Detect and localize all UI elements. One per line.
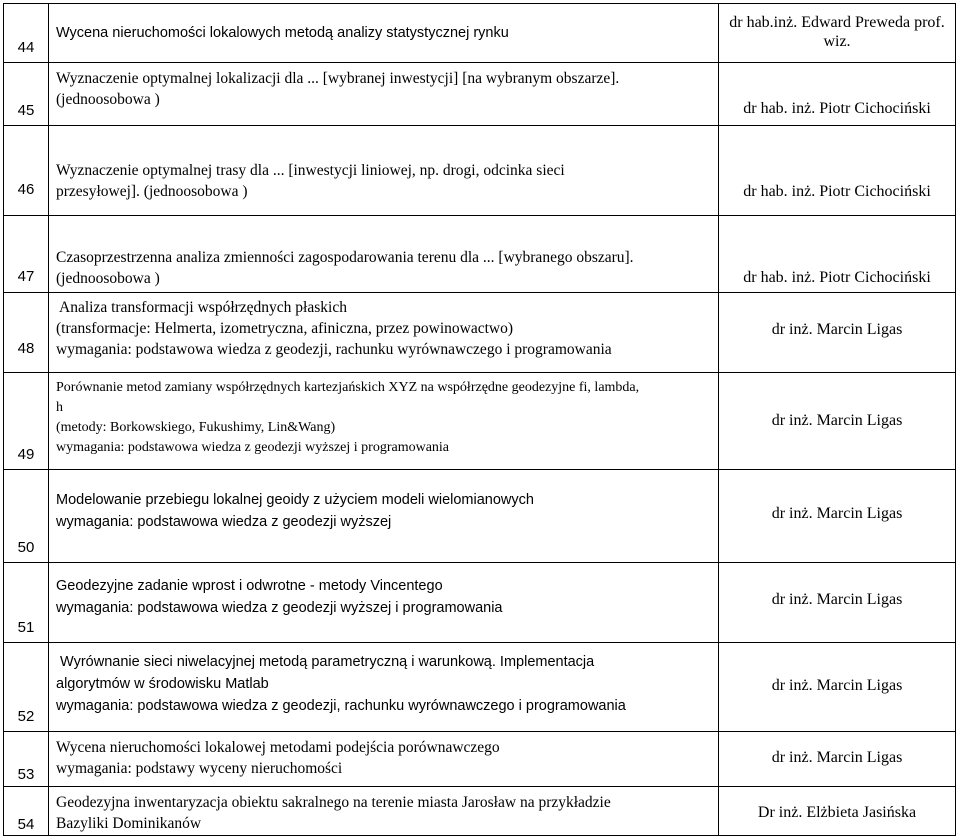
row-number: 53 bbox=[17, 766, 35, 783]
supervisor-cell bbox=[719, 470, 956, 562]
supervisor-line: dr inż. Marcin Ligas bbox=[771, 412, 903, 429]
topic-line: (metody: Borkowskiego, Fukushimy, Lin&Wang) bbox=[56, 420, 336, 435]
supervisor-cell bbox=[719, 643, 956, 731]
table-row bbox=[3, 216, 956, 293]
supervisor-line: dr inż. Marcin Ligas bbox=[771, 677, 903, 694]
supervisor-line: dr hab. inż. Piotr Cichociński bbox=[743, 269, 931, 286]
supervisor-cell bbox=[719, 216, 956, 292]
row-number: 50 bbox=[17, 539, 35, 556]
topic-line: wymagania: podstawowa wiedza z geodezji wyższej bbox=[56, 514, 392, 530]
topic-line: wymagania: podstawowa wiedza z geodezji, rachunku wyrównawczego i programowania bbox=[56, 698, 626, 714]
topic-line: wymagania: podstawowa wiedza z geodezji wyższej i programowania bbox=[56, 440, 450, 455]
topic-line: Wyznaczenie optymalnej lokalizacji dla ... [wybranej inwestycji] [na wybranym obszarze]. bbox=[56, 70, 620, 87]
supervisor-cell bbox=[719, 4, 956, 62]
row-number: 48 bbox=[17, 340, 35, 357]
table-row bbox=[3, 787, 956, 836]
supervisor-cell bbox=[719, 732, 956, 786]
supervisor-line: dr inż. Marcin Ligas bbox=[771, 505, 903, 522]
topic-line: Czasoprzestrzenna analiza zmienności zagospodarowania terenu dla ... [wybranego obszaru]. bbox=[56, 249, 634, 266]
row-number: 49 bbox=[17, 446, 35, 463]
topic-line: Bazyliki Dominikanów bbox=[56, 815, 202, 832]
topic-line: wymagania: podstawowa wiedza z geodezji, rachunku wyrównawczego i programowania bbox=[56, 341, 612, 358]
row-number: 51 bbox=[17, 619, 35, 636]
topic-cell bbox=[49, 563, 719, 642]
supervisor-line: Dr inż. Elżbieta Jasińska bbox=[757, 804, 917, 821]
row-number-cell bbox=[3, 643, 49, 731]
topic-cell bbox=[49, 643, 719, 731]
table-row bbox=[3, 470, 956, 563]
thesis-topics-table bbox=[3, 3, 956, 836]
supervisor-line: dr inż. Marcin Ligas bbox=[771, 591, 903, 608]
row-number: 52 bbox=[17, 708, 35, 725]
row-number: 54 bbox=[17, 816, 35, 833]
topic-line: wymagania: podstawy wyceny nieruchomości bbox=[56, 760, 343, 777]
topic-line: Wycena nieruchomości lokalowych metodą analizy statystycznej rynku bbox=[56, 25, 509, 41]
row-number: 44 bbox=[17, 39, 35, 56]
table-row bbox=[3, 732, 956, 787]
table-row bbox=[3, 293, 956, 373]
supervisor-cell bbox=[719, 126, 956, 215]
supervisor-line: dr hab. inż. Piotr Cichociński bbox=[743, 100, 931, 117]
topic-line: wymagania: podstawowa wiedza z geodezji wyższej i programowania bbox=[56, 600, 503, 616]
row-number-cell bbox=[3, 216, 49, 292]
topic-line: przesyłowej]. (jednoosobowa ) bbox=[56, 183, 248, 200]
topic-cell bbox=[49, 4, 719, 62]
row-number: 46 bbox=[17, 181, 35, 198]
topic-line: (jednoosobowa ) bbox=[56, 91, 160, 108]
supervisor-line: dr hab.inż. Edward Preweda prof. bbox=[729, 14, 945, 31]
supervisor-line: wiz. bbox=[823, 33, 851, 50]
topic-line: Modelowanie przebiegu lokalnej geoidy z użyciem modeli wielomianowych bbox=[56, 492, 534, 508]
topic-cell bbox=[49, 470, 719, 562]
row-number: 45 bbox=[17, 102, 35, 119]
topic-cell bbox=[49, 787, 719, 835]
table-row bbox=[3, 563, 956, 643]
topic-line: h bbox=[56, 400, 63, 415]
topic-line: Porównanie metod zamiany współrzędnych kartezjańskich XYZ na współrzędne geodezyjne fi, lambda, bbox=[56, 380, 640, 395]
topic-line: Analiza transformacji współrzędnych płaskich bbox=[56, 299, 347, 316]
topic-cell bbox=[49, 732, 719, 786]
row-number-cell bbox=[3, 293, 49, 372]
row-number: 47 bbox=[17, 268, 35, 285]
supervisor-line: dr inż. Marcin Ligas bbox=[771, 321, 903, 338]
table-row bbox=[3, 643, 956, 732]
supervisor-cell bbox=[719, 787, 956, 835]
topic-line: Wyznaczenie optymalnej trasy dla ... [inwestycji liniowej, np. drogi, odcinka sieci bbox=[56, 162, 565, 179]
supervisor-cell bbox=[719, 563, 956, 642]
topic-cell bbox=[49, 293, 719, 372]
row-number-cell bbox=[3, 732, 49, 786]
row-number-cell bbox=[3, 373, 49, 469]
topic-line: Geodezyjna inwentaryzacja obiektu sakralnego na terenie miasta Jarosław na przykładzie bbox=[56, 794, 611, 811]
supervisor-cell bbox=[719, 63, 956, 125]
row-number-cell bbox=[3, 787, 49, 835]
row-number-cell bbox=[3, 126, 49, 215]
topic-cell bbox=[49, 126, 719, 215]
supervisor-cell bbox=[719, 373, 956, 469]
supervisor-line: dr inż. Marcin Ligas bbox=[771, 749, 903, 766]
table-row bbox=[3, 3, 956, 63]
topic-line: algorytmów w środowisku Matlab bbox=[56, 676, 269, 692]
topic-line: (jednoosobowa ) bbox=[56, 270, 160, 287]
topic-line: Wyrównanie sieci niwelacyjnej metodą parametryczną i warunkową. Implementacja bbox=[56, 654, 595, 670]
topic-line: Geodezyjne zadanie wprost i odwrotne - metody Vincentego bbox=[56, 578, 443, 594]
table-row bbox=[3, 63, 956, 126]
topic-cell bbox=[49, 63, 719, 125]
row-number-cell bbox=[3, 4, 49, 62]
supervisor-line: dr hab. inż. Piotr Cichociński bbox=[743, 183, 931, 200]
table-row bbox=[3, 373, 956, 470]
topic-cell bbox=[49, 216, 719, 292]
row-number-cell bbox=[3, 470, 49, 562]
table-row bbox=[3, 126, 956, 216]
supervisor-cell bbox=[719, 293, 956, 372]
topic-line: Wycena nieruchomości lokalowej metodami podejścia porównawczego bbox=[56, 739, 500, 756]
topic-line: (transformacje: Helmerta, izometryczna, afiniczna, przez powinowactwo) bbox=[56, 320, 514, 337]
row-number-cell bbox=[3, 63, 49, 125]
topic-cell bbox=[49, 373, 719, 469]
row-number-cell bbox=[3, 563, 49, 642]
